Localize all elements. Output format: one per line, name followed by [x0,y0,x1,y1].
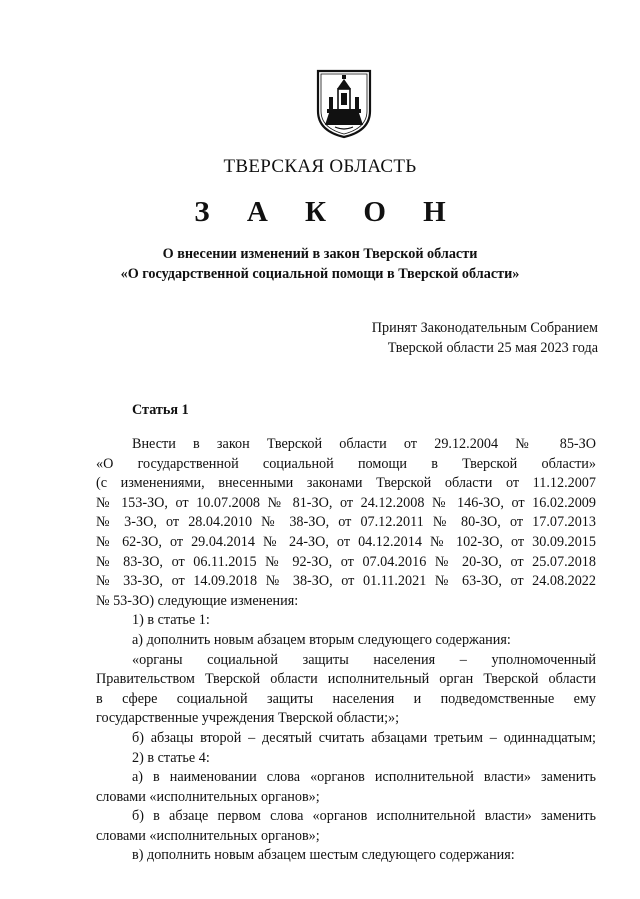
list-item: б) в абзаце первом слова «органов исполнительной власти» заменить [132,808,596,825]
law-title [0,244,640,284]
quote-line: государственные учреждения Тверской области;»; [96,710,400,727]
article-heading: Статья 1 [132,402,189,418]
adoption-note [372,318,598,358]
quote-line: Правительством Тверской области исполнительный орган Тверской области [96,671,596,688]
list-item: 2) в статье 4: [132,749,210,766]
tver-coat-of-arms-icon [315,69,373,139]
list-item: 1) в статье 1: [132,612,210,629]
list-item: б) абзацы второй – десятый считать абзацами третьим – одиннадцатым; [132,729,596,746]
text-line: № 3-ЗО, от 28.04.2010 № 38-ЗО, от 07.12.2011 № 80-ЗО, от 17.07.2013 [96,514,596,531]
law-title-line: «О государственной социальной помощи в Тверской области» [120,266,520,282]
adoption-line: Принят Законодательным Собранием [371,320,598,336]
quote-line: «органы социальной защиты населения – уполномоченный [132,651,596,668]
list-item: в) дополнить новым абзацем шестым следующего содержания: [132,847,515,864]
law-title-line: О внесении изменений в закон Тверской области [162,246,478,262]
quote-line: в сфере социальной защиты населения и подведомственные ему [96,690,596,707]
text-line: Внести в закон Тверской области от 29.12.2004 № 85-ЗО [132,436,596,452]
text-line: № 33-ЗО, от 14.09.2018 № 38-ЗО, от 01.11.2021 № 63-ЗО, от 24.08.2022 [96,573,596,590]
text-line: № 153-ЗО, от 10.07.2008 № 81-ЗО, от 24.12.2008 № 146-ЗО, от 16.02.2009 [96,494,596,511]
article-body [96,435,596,866]
text-line: № 83-ЗО, от 06.11.2015 № 92-ЗО, от 07.04.2016 № 20-ЗО, от 25.07.2018 [96,553,596,570]
document-type: З А К О Н [194,196,461,228]
region-name: ТВЕРСКАЯ ОБЛАСТЬ [223,156,417,177]
list-item: а) дополнить новым абзацем вторым следующего содержания: [132,631,511,648]
list-item: а) в наименовании слова «органов исполнительной власти» заменить [132,769,596,786]
text-line: № 62-ЗО, от 29.04.2014 № 24-ЗО, от 04.12.2014 № 102-ЗО, от 30.09.2015 [96,533,596,550]
text-line: № 53-ЗО) следующие изменения: [96,592,299,609]
list-item-continuation: словами «исполнительных органов»; [96,788,320,805]
text-line: «О государственной социальной помощи в Тверской области» [96,455,596,472]
adoption-line: Тверской области 25 мая 2023 года [387,340,598,356]
list-item-continuation: словами «исполнительных органов»; [96,827,320,844]
text-line: (с изменениями, внесенными законами Тверской области от 11.12.2007 [96,475,596,492]
